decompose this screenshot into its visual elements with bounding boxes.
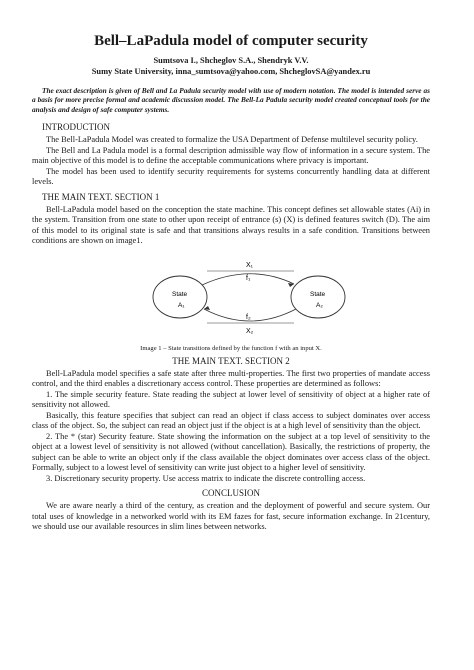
- conclusion-paragraph: We are aware nearly a third of the century, as creation and the deployment of powerful and secure system. Our total uses of knowledge in a networked world with its EM fazes for fast, secure information exchange. In 21century, we should use our available resources in slim lines between networks.: [32, 501, 430, 532]
- authors-block: [32, 56, 430, 77]
- function-f1-label: f₁: [246, 274, 251, 282]
- paper-title: Bell–LaPadula model of computer security: [94, 33, 368, 49]
- section2-paragraph: 1. The simple security feature. State reading the subject at lower level of sensitivity of object at a higher rate of sensitivity not allowed.: [32, 389, 430, 410]
- section2-paragraph: Bell-LaPadula model specifies a safe state after three multi-properties. The first two properties of mandate access control, and the third enables a discretionary access control. These properties are determined as follows:: [32, 368, 430, 389]
- state-a1-sub: A₁: [178, 301, 185, 309]
- input-x2-label: X₂: [246, 327, 254, 335]
- state-a2-sub: A₂: [316, 301, 323, 309]
- intro-paragraph: The Bell and La Padula model is a formal description admissible way flow of information in a secure system. The main objective of this model is to define the acceptable communications where privacy is important.: [32, 145, 430, 166]
- intro-paragraph: The Bell-LaPadula Model was created to formalize the USA Department of Defense multilevel security policy.: [46, 135, 418, 145]
- section2-paragraph: Basically, this feature specifies that subject can read an object if class access to subject dominates over access class of the object. So, the subject can read an object just if the object is at a high level of sensitivity than the object.: [32, 410, 430, 431]
- figure-caption: Image 1 – State transitions defined by the function f with an input X.: [140, 344, 322, 352]
- state-a2-label: State: [310, 290, 326, 298]
- abstract: The exact description is given of Bell and La Padula security model with use of modern notation. The model is intended serve as a basis for more precise formal and academic discussion model. The Bell-La Padula security model created conceptual tools for the analysis and design of safe computer systems.: [32, 86, 430, 114]
- state-a1-label: State: [172, 290, 188, 298]
- section1-heading: THE MAIN TEXT. SECTION 1: [42, 191, 160, 202]
- function-f2-label: f₂: [246, 313, 251, 321]
- state-transition-figure: [32, 251, 430, 343]
- state-diagram: [32, 251, 430, 343]
- section2-paragraph: 3. Discretionary security property. Use access matrix to indicate the discrete controlling access.: [46, 473, 366, 483]
- section1-paragraph: Bell-LaPadula model based on the conception the state machine. This concept defines set allowable states (Ai) in the system. Transition from one state to other upon receipt of entrance (s) (X) is defined features switch (D). The aim of this model to its original state is safe and that transitions always results in a safe condition. Transitions between conditions are shown on image1.: [32, 204, 430, 246]
- intro-paragraph: The model has been used to identify security requirements for systems concurrently handling data at different levels.: [32, 166, 430, 187]
- conclusion-heading: CONCLUSION: [201, 488, 260, 499]
- section2-paragraph: 2. The * (star) Security feature. State showing the information on the subject at a top level of sensitivity to the object at a lowest level of sensitivity is not allowed (without cancellation). Basically, the restrictions of property, the subject can be able to write an object only if the class available the object dominates over access class of the object. Formally, subject to a lowest level of sensitivity can write just object to a higher level of sensitivity.: [32, 431, 430, 473]
- section2-heading: THE MAIN TEXT. SECTION 2: [172, 355, 290, 366]
- author-affiliation: Sumy State University, inna_sumtsova@yahoo.com, ShcheglovSA@yandex.ru: [91, 66, 371, 76]
- input-x1-label: X₁: [246, 261, 254, 269]
- intro-heading: INTRODUCTION: [42, 122, 110, 133]
- author-names: Sumtsova I., Shcheglov S.A., Shendryk V.V.: [153, 56, 309, 65]
